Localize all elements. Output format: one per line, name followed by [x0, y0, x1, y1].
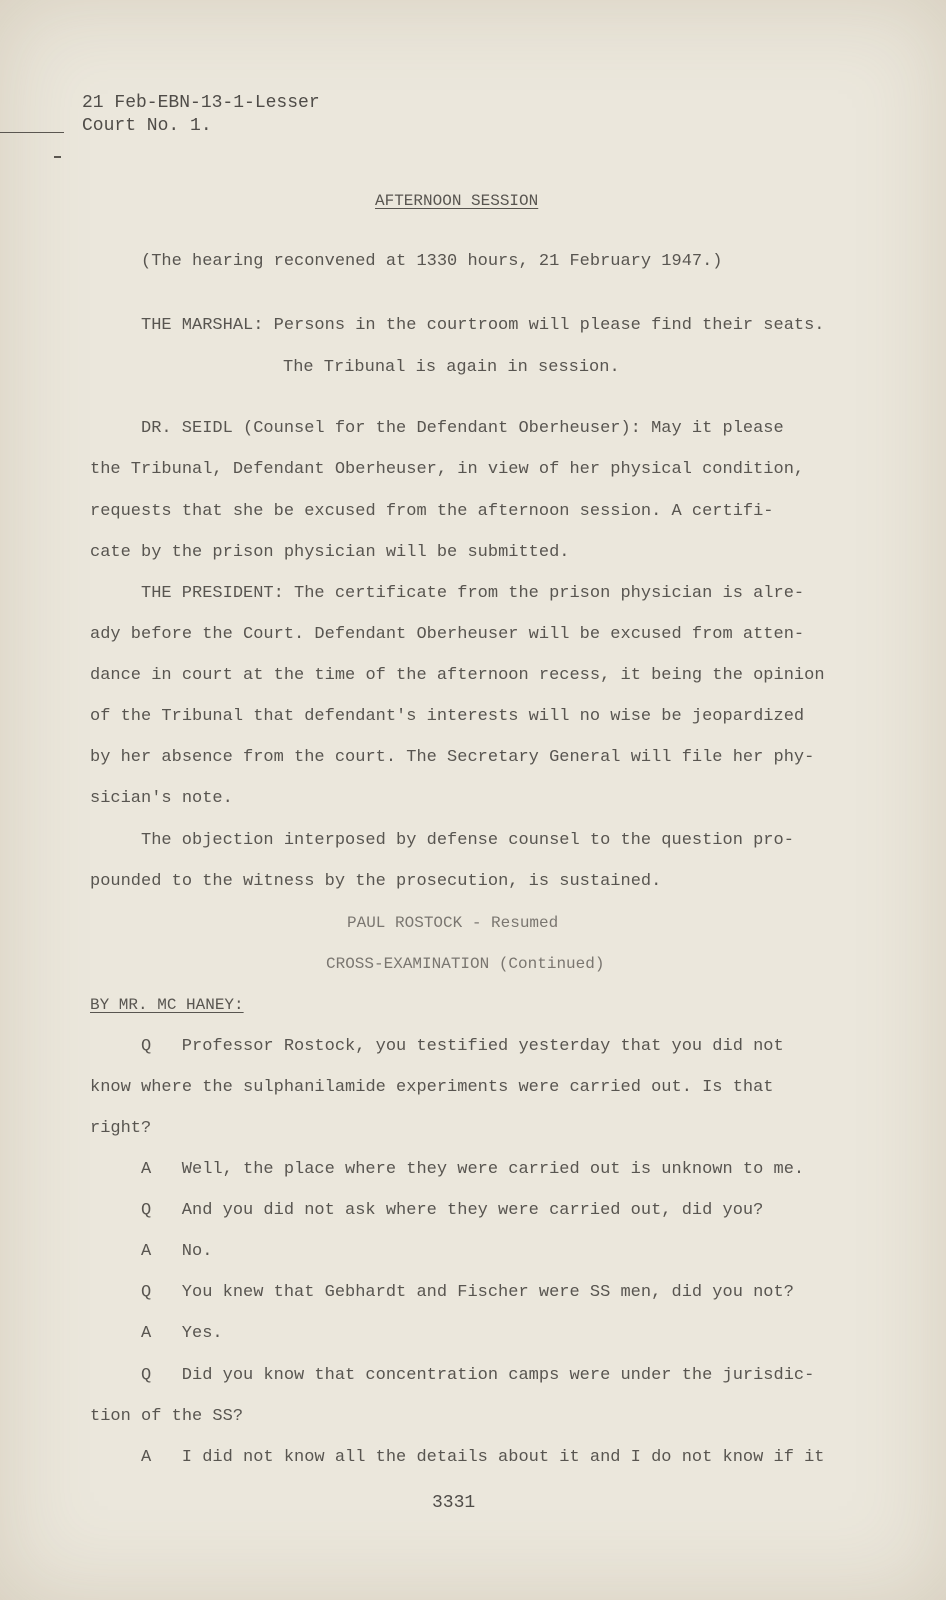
text-line: Q And you did not ask where they were carried out, did you?: [141, 1201, 764, 1220]
text-line: the Tribunal, Defendant Oberheuser, in view of her physical condition,: [90, 460, 805, 479]
witness-heading: PAUL ROSTOCK - Resumed: [347, 914, 559, 932]
session-title: AFTERNOON SESSION: [375, 192, 539, 210]
page-number: 3331: [432, 1493, 476, 1513]
text-line: requests that she be excused from the afternoon session. A certifi-: [90, 502, 774, 521]
text-line: ady before the Court. Defendant Oberheuser will be excused from atten-: [90, 625, 805, 644]
header-line-2: Court No. 1.: [82, 116, 212, 136]
text-line: dance in court at the time of the afternoon recess, it being the opinion: [90, 666, 825, 685]
text-line: Q Professor Rostock, you testified yesterday that you did not: [141, 1037, 784, 1056]
text-line: tion of the SS?: [90, 1407, 244, 1426]
text-line: The Tribunal is again in session.: [283, 358, 620, 377]
text-line: The objection interposed by defense counsel to the question pro-: [141, 831, 794, 850]
examiner-heading: BY MR. MC HANEY:: [90, 996, 244, 1014]
text-line: A Well, the place where they were carried out is unknown to me.: [141, 1160, 805, 1179]
header-line-1: 21 Feb-EBN-13-1-Lesser: [82, 93, 320, 113]
text-line: know where the sulphanilamide experiments were carried out. Is that: [90, 1078, 774, 1097]
examination-heading: CROSS-EXAMINATION (Continued): [326, 955, 605, 973]
text-line: right?: [90, 1119, 152, 1138]
text-line: (The hearing reconvened at 1330 hours, 21 February 1947.): [141, 252, 723, 271]
text-line: DR. SEIDL (Counsel for the Defendant Oberheuser): May it please: [141, 419, 784, 438]
text-line: pounded to the witness by the prosecution, is sustained.: [90, 872, 662, 891]
text-line: cate by the prison physician will be submitted.: [90, 543, 570, 562]
text-line: THE MARSHAL: Persons in the courtroom will please find their seats.: [141, 316, 825, 335]
text-line: THE PRESIDENT: The certificate from the prison physician is alre-: [141, 584, 805, 603]
punch-mark: [54, 156, 61, 158]
text-line: A I did not know all the details about it and I do not know if it: [141, 1448, 825, 1467]
text-line: A No.: [141, 1242, 213, 1261]
text-line: A Yes.: [141, 1324, 223, 1343]
text-line: Q Did you know that concentration camps were under the jurisdic-: [141, 1366, 815, 1385]
text-line: sician's note.: [90, 789, 233, 808]
punch-mark: [0, 132, 64, 133]
text-line: of the Tribunal that defendant's interests will no wise be jeopardized: [90, 707, 805, 726]
text-line: Q You knew that Gebhardt and Fischer were SS men, did you not?: [141, 1283, 794, 1302]
text-line: by her absence from the court. The Secretary General will file her phy-: [90, 748, 815, 767]
